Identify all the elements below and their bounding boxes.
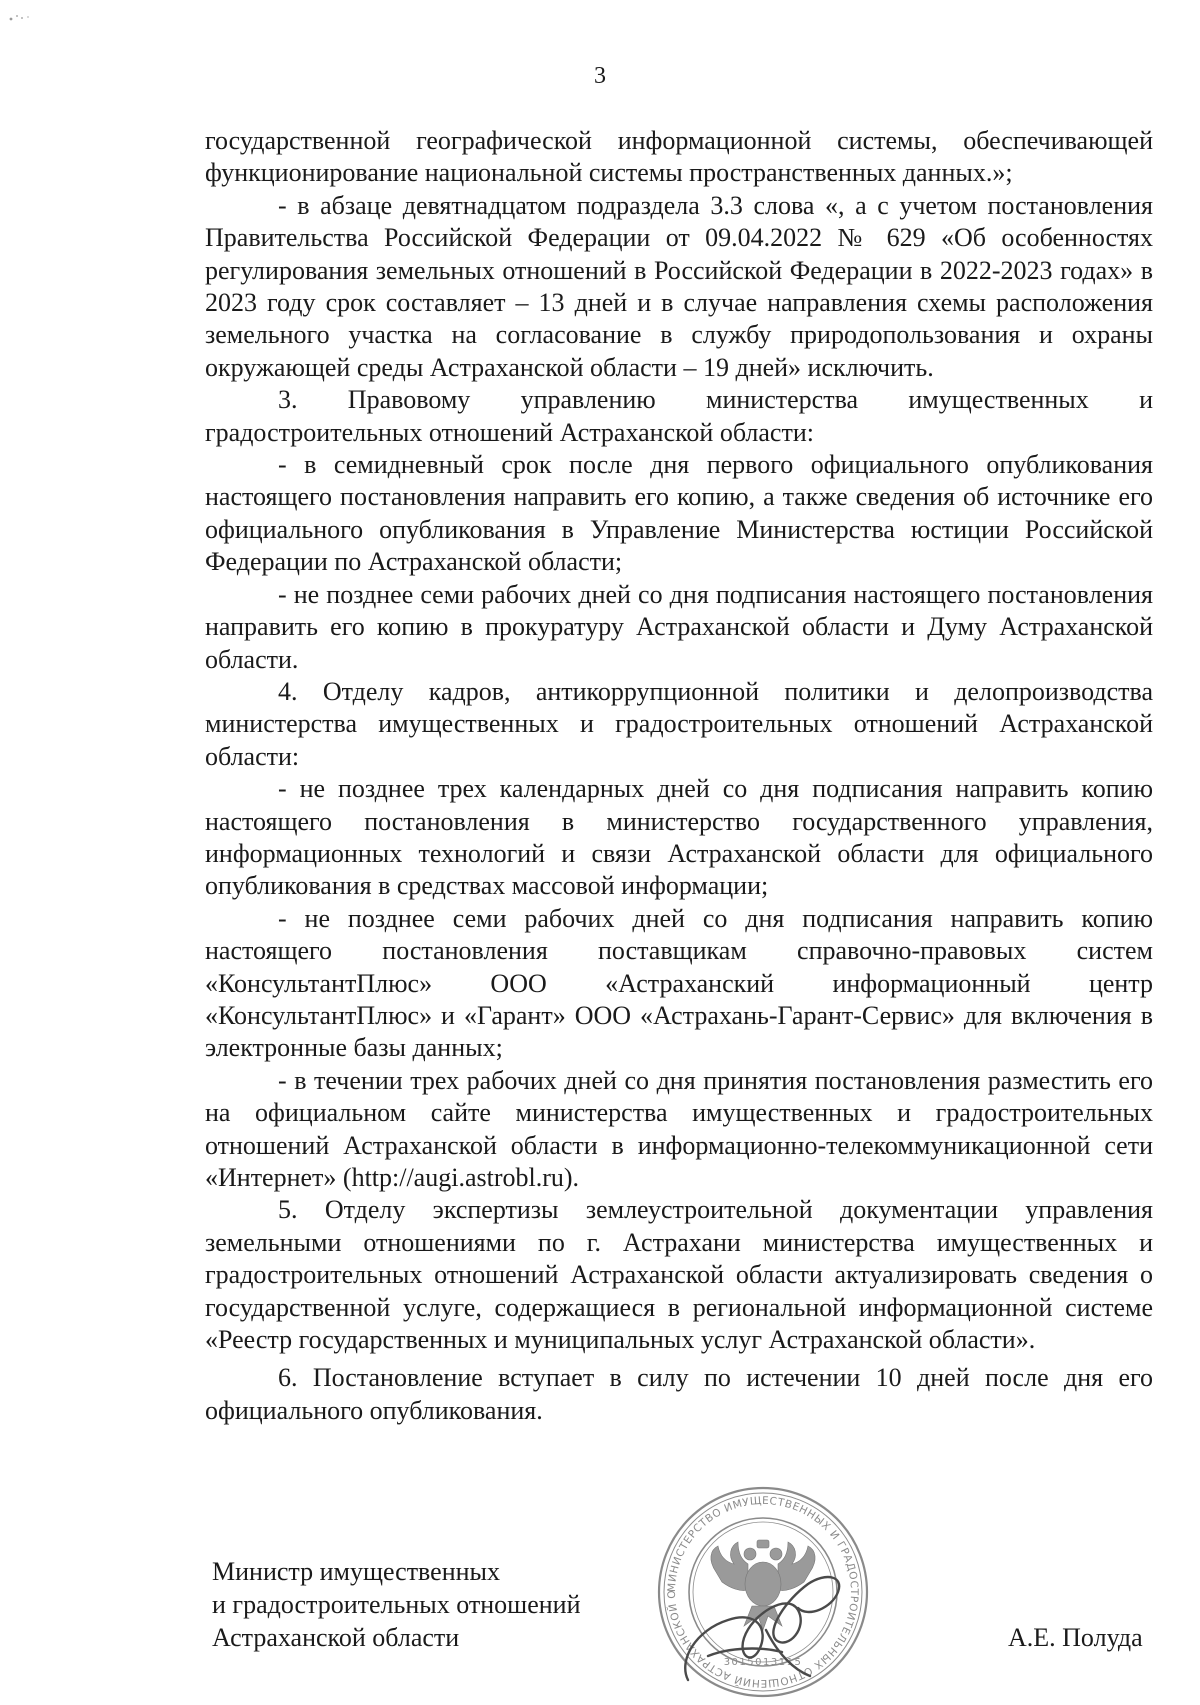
paragraph-item-4: 4. Отделу кадров, антикоррупционной политики и делопроизводства министерства имущественных и градостроительных отношений Астраханской области: <box>205 676 1153 771</box>
signatory-position-line: Министр имущественных <box>212 1557 501 1586</box>
seal-code: 3015013115 <box>723 1657 803 1668</box>
paragraph-item-5: 5. Отделу экспертизы землеустроительной документации управления земельными отношениями по г. Астрахани министерства имущественных и градостроительных отношений Астраханской области актуализировать сведения о государственной услуге, содержащиеся в региональной информационной системе «Реестр государственных и муниципальных услуг Астраханской области». <box>205 1195 1153 1355</box>
scan-artifact-mark <box>8 10 34 20</box>
signatory-name: А.Е. Полуда <box>1008 1623 1143 1652</box>
paragraph-item-4-legal-systems: - не позднее семи рабочих дней со дня подписания направить копию настоящего постановления поставщикам справочно-правовых систем «КонсультантПлюс» ООО «Астраханский информационный центр «КонсультантПлюс» и «Гарант» ООО «Астрахань-Гарант-Сервис» для включения в электронные базы данных; <box>205 903 1153 1063</box>
paragraph-bullet-subsection-3-3: - в абзаце девятнадцатом подраздела 3.3 слова «, а с учетом постановления Правительства Российской Федерации от 09.04.2022 № 629 «Об особенностях регулирования земельных отношений в Российской Федерации в 2022-2023 годах» в 2023 году срок составляет – 13 дней и в случае направления схемы расположения земельного участка на согласование в службу природопользования и охраны окружающей среды Астраханской области – 19 дней» исключить. <box>205 190 1153 382</box>
paragraph-item-4-website: - в течении трех рабочих дней со дня принятия постановления разместить его на официальном сайте министерства имущественных и градостроительных отношений Астраханской области в информационно-телекоммуникационной сети «Интернет» (http://augi.astrobl.ru). <box>205 1065 1153 1192</box>
seal-ring-text: МИНИСТЕРСТВО ИМУЩЕСТВЕННЫХ И ГРАДОСТРОИТЕЛЬНЫХ ОТНОШЕНИЙ АСТРАХАНСКОЙ О <box>665 1494 861 1690</box>
signatory-position-line: и градостроительных отношений <box>212 1590 581 1619</box>
page-number: 3 <box>594 63 606 89</box>
paragraph-item-6: 6. Постановление вступает в силу по истечении 10 дней после дня его официального опубликования. <box>205 1363 1153 1425</box>
signatory-position <box>212 1555 580 1654</box>
signatory-position-line: Астраханской области <box>212 1623 460 1652</box>
paragraph-continuation: государственной географической информационной системы, обеспечивающей функционирование национальной системы пространственных данных.»; <box>205 126 1153 188</box>
paragraph-item-3: 3. Правовому управлению министерства имущественных и градостроительных отношений Астраханской области: <box>205 385 1153 447</box>
document-body <box>205 125 1153 1427</box>
paragraph-item-3-publication: - в семидневный срок после дня первого официального опубликования настоящего постановления направить его копию, а также сведения об источнике его официального опубликования в Управление Министерства юстиции Российской Федерации по Астраханской области; <box>205 450 1153 577</box>
paragraph-item-4-media: - не позднее трех календарных дней со дня подписания направить копию настоящего постановления в министерство государственного управления, информационных технологий и связи Астраханской области для официального опубликования в средствах массовой информации; <box>205 774 1153 901</box>
paragraph-item-3-prosecutor: - не позднее семи рабочих дней со дня подписания настоящего постановления направить его копию в прокуратуру Астраханской области и Думу Астраханской области. <box>205 579 1153 674</box>
official-seal-stamp <box>648 1480 878 1700</box>
